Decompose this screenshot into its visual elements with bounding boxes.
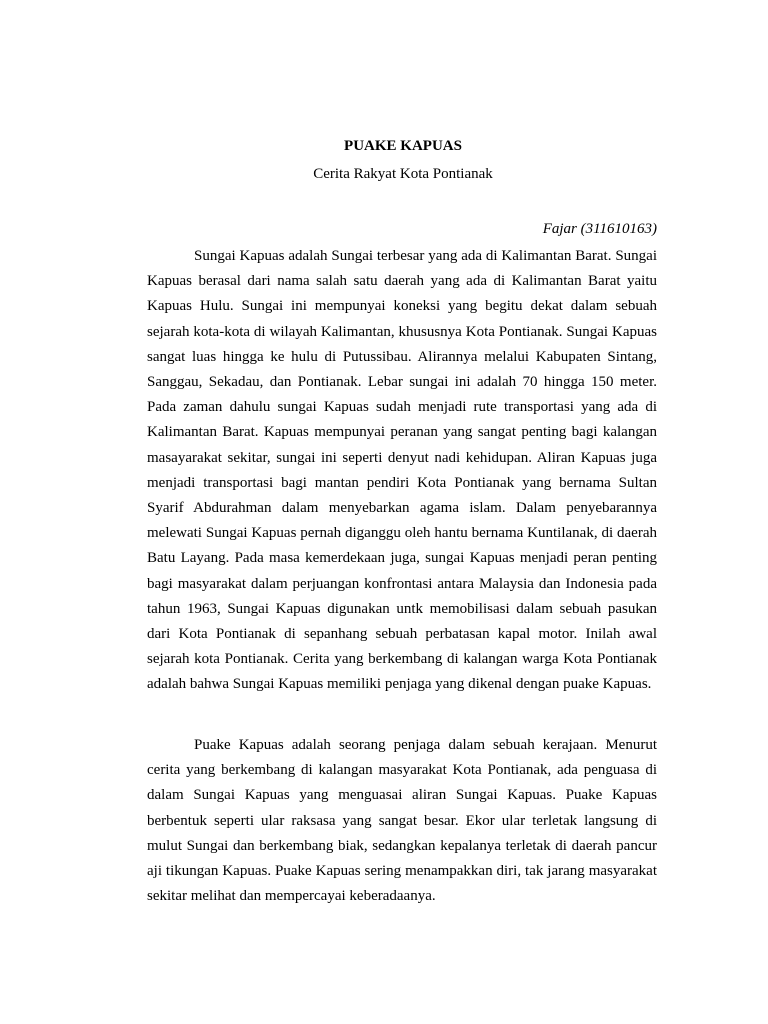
author-line: Fajar (311610163) (542, 221, 657, 237)
body-paragraph-2: Puake Kapuas adalah seorang penjaga dalam sebuah kerajaan. Menurut cerita yang berkembang di kalangan masyarakat Kota Pontianak, ada penguasa di dalam Sungai Kapuas yang menguasai aliran Sungai Kapuas. Puake Kapuas berbentuk seperti ular raksasa yang sangat besar. Ekor ular terletak langsung di mulut Sungai dan berkembang biak, sedangkan kepalanya terletak di daerah pancur aji tikungan Kapuas. Puake Kapuas sering menampakkan diri, tak jarang masyarakat sekitar melihat dan mempercayai keberadaanya. (147, 737, 657, 905)
document-subtitle: Cerita Rakyat Kota Pontianak (313, 166, 493, 182)
body-paragraph-1: Sungai Kapuas adalah Sungai terbesar yang ada di Kalimantan Barat. Sungai Kapuas berasal dari nama salah satu daerah yang ada di Kalimantan Barat yaitu Kapuas Hulu. Sungai ini mempunyai koneksi yang begitu dekat dalam sebuah sejarah kota-kota di wilayah Kalimantan, khususnya Kota Pontianak. Sungai Kapuas sangat luas hingga ke hulu di Putussibau. Alirannya melalui Kabupaten Sintang, Sanggau, Sekadau, dan Pontianak. Lebar sungai ini adalah 70 hingga 150 meter. Pada zaman dahulu sungai Kapuas sudah menjadi rute transportasi yang ada di Kalimantan Barat. Kapuas mempunyai peranan yang sangat penting bagi kalangan masayarakat sekitar, sungai ini seperti denyut nadi kehidupan. Aliran Kapuas juga menjadi transportasi bagi mantan pendiri Kota Pontianak yang bernama Sultan Syarif Abdurahman dalam menyebarkan agama islam. Dalam penyebarannya melewati Sungai Kapuas pernah diganggu oleh hantu bernama Kuntilanak, di daerah Batu Layang. Pada masa kemerdekaan juga, sungai Kapuas menjadi peran penting bagi masyarakat dalam perjuangan konfrontasi antara Malaysia dan Indonesia pada tahun 1963, Sungai Kapuas digunakan untk memobilisasi dalam sebuah pasukan dari Kota Pontianak di sepanhang sebuah perbatasan kapal motor. Inilah awal sejarah kota Pontianak. Cerita yang berkembang di kalangan warga Kota Pontianak adalah bahwa Sungai Kapuas memiliki penjaga yang dikenal dengan puake Kapuas. (147, 248, 657, 693)
document-title: PUAKE KAPUAS (344, 138, 462, 154)
